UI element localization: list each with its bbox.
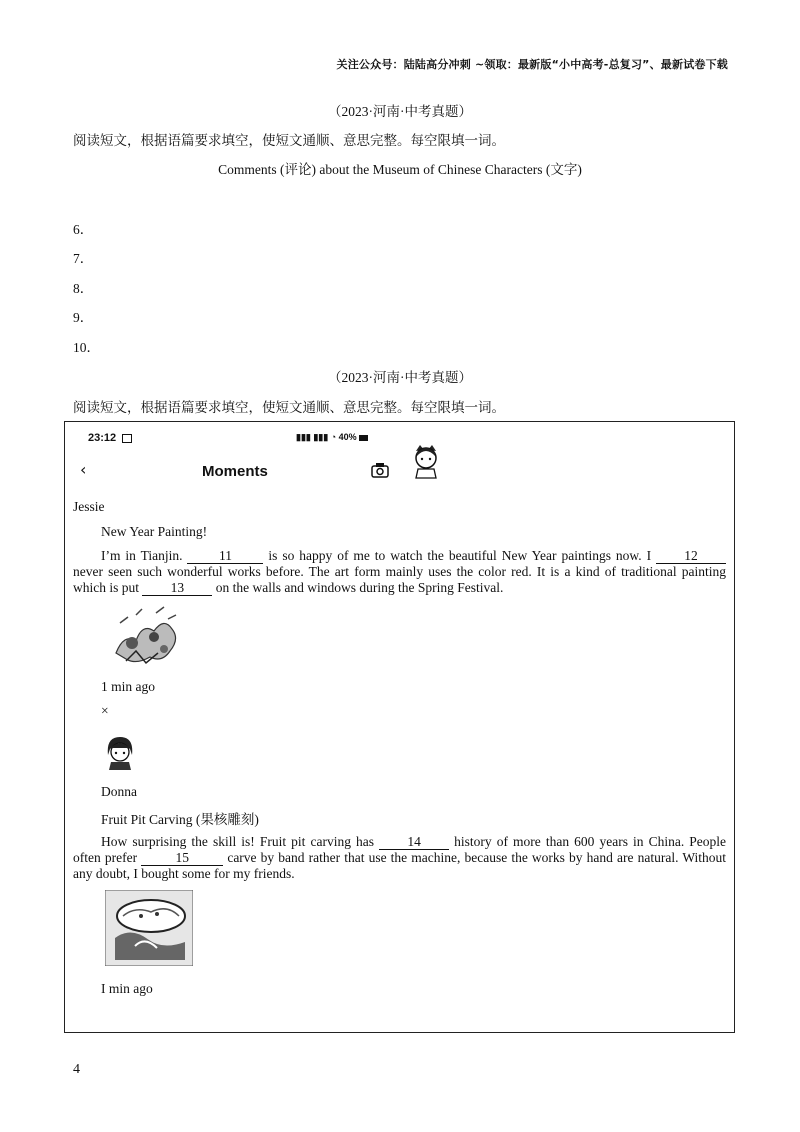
blank-11: 11 <box>187 549 263 564</box>
status-indicators: ▮▮▮ ▮▮▮ ◔ 40% <box>296 432 368 443</box>
answer-number: 7． <box>73 251 94 266</box>
status-time: 23:12 <box>88 432 132 444</box>
post-time: 1 min ago <box>101 679 155 694</box>
blank-15: 15 <box>141 851 223 866</box>
page-number: 4 <box>73 1062 80 1077</box>
post-body: I’m in Tianjin. 11 is so happy of me to watch the beautiful New Year paintings now. I 12 never seen such wonderful works before. The art form mainly uses the color red. It is a kind of traditional painting which is put 13 on the walls and windows during the Spring Festival. <box>73 548 726 595</box>
camera-icon[interactable] <box>371 462 389 478</box>
back-icon[interactable]: ‹ <box>80 460 87 479</box>
blank-13: 13 <box>142 581 212 596</box>
page-header: 关注公众号：陆陆高分冲刺 ~领取：最新版“小中高考-总复习”、最新试卷下载 <box>336 58 728 71</box>
source-note-1: （2023·河南·中考真题） <box>328 104 472 119</box>
answer-number: 6． <box>73 222 94 237</box>
answer-number: 9． <box>73 310 94 325</box>
post-heading: New Year Painting! <box>101 524 208 539</box>
post-author: Jessie <box>73 499 105 514</box>
post-time: I min ago <box>101 981 153 996</box>
battery-icon <box>359 435 368 441</box>
moments-title: Moments <box>202 463 268 480</box>
close-icon[interactable]: × <box>101 703 109 718</box>
blank-12: 12 <box>656 549 726 564</box>
post-heading: Fruit Pit Carving (果核雕刻) <box>101 812 259 827</box>
post-author: Donna <box>101 784 137 799</box>
profile-avatar[interactable] <box>410 443 442 479</box>
answer-number: 8． <box>73 281 94 296</box>
new-year-painting-image <box>106 603 186 669</box>
source-note-2: （2023·河南·中考真题） <box>328 370 472 385</box>
passage-title: Comments (评论) about the Museum of Chinese Characters (文字) <box>218 162 582 177</box>
blank-14: 14 <box>379 835 449 850</box>
signal-icon: ▮▮▮ ▮▮▮ ◔ <box>296 432 337 442</box>
donna-avatar[interactable] <box>102 733 138 771</box>
instruction-2: 阅读短文，根据语篇要求填空，使短文通顺、意思完整。每空限填一词。 <box>73 400 505 415</box>
fruit-pit-carving-image <box>105 890 193 966</box>
answer-number: 10． <box>73 340 100 355</box>
post-body: How surprising the skill is! Fruit pit carving has 14 history of more than 600 years in China. People often prefer 15 carve by band rather that use the machine, because the works by hand are natural. Without any doubt, I bought some for my friends. <box>73 834 727 881</box>
notification-icon <box>122 434 132 443</box>
instruction-1: 阅读短文，根据语篇要求填空，使短文通顺、意思完整。每空限填一词。 <box>73 133 505 148</box>
